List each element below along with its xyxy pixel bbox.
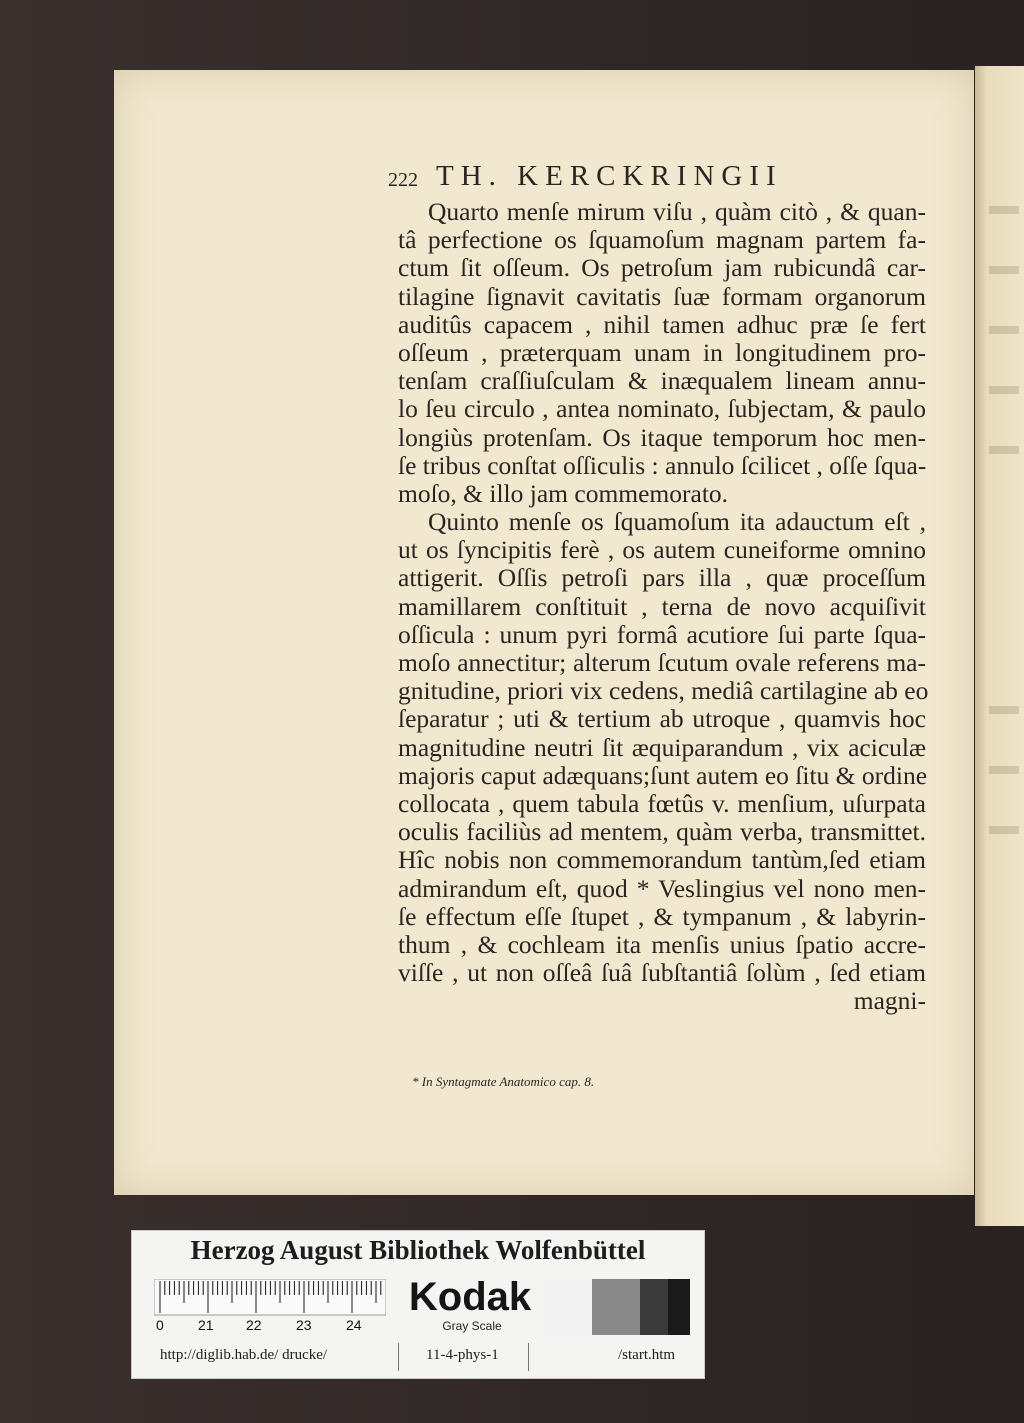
text-line: collocata , quem tabula fœtûs v. menſium, uſurpata [398, 788, 926, 818]
text-line: ut os ſyncipitis ferè , os autem cuneiforme omnino [398, 535, 926, 565]
gray-patch-light [544, 1279, 592, 1335]
text-line: oculis faciliùs ad mentem, quàm verba, transmittet. [398, 817, 926, 847]
text-line: oſſeum , præterquam unam in longitudinem pro- [398, 337, 926, 367]
url-middle: 11-4-phys-1 [426, 1347, 499, 1363]
running-title: TH. KERCKRINGII [436, 160, 783, 192]
text-line: admirandum eſt, quod * Veslingius vel nono men- [398, 873, 926, 903]
gray-scale-label: Gray Scale [442, 1319, 502, 1333]
text-line: tenſam craſſiuſculam & inæqualem lineam annu- [398, 366, 926, 396]
url-divider [528, 1343, 529, 1371]
kodak-logo: Kodak [408, 1275, 532, 1319]
library-name: Herzog August Bibliothek Wolfenbüttel [190, 1235, 646, 1265]
url-left: http://diglib.hab.de/ drucke/ [160, 1347, 328, 1363]
text-line: moſo, & illo jam commemorato. [398, 478, 729, 508]
text-line: attigerit. Oſſis petroſi pars illa , quæ proceſſum [398, 563, 926, 593]
adjacent-page-edge [975, 66, 1024, 1226]
url-right: /start.htm [618, 1347, 676, 1363]
text-line: thum , & cochleam ita menſis unius ſpatio accre- [398, 929, 926, 959]
text-line: lo ſeu circulo , antea nominato, ſubjectam, & paulo [398, 394, 926, 424]
text-line: moſo annectitur; alterum ſcutum ovale referens ma- [398, 648, 926, 677]
text-line: mamillarem conſtituit , terna de novo acquiſivit [398, 591, 926, 621]
text-line: tâ perfectione os ſquamoſum magnam partem fa- [398, 225, 926, 255]
text-line: gnitudine, priori vix cedens, mediâ cartilagine ab eo [398, 676, 929, 706]
gray-patch-mid [592, 1279, 640, 1335]
text-line: ctum ſit oſſeum. Os petroſum jam rubicundâ car- [398, 253, 926, 283]
body-text [398, 197, 929, 1016]
running-head [388, 160, 858, 192]
color-target-card [131, 1230, 705, 1379]
text-line: tilagine ſignavit cavitatis ſuæ formam organorum [398, 281, 926, 311]
page-number: 222 [388, 169, 418, 191]
url-divider [398, 1343, 399, 1371]
text-line: magni- [853, 986, 926, 1016]
text-line: ſe tribus conſtat oſſiculis : annulo ſcilicet , oſſe ſqua- [398, 450, 927, 480]
footnote: * In Syntagmate Anatomico cap. 8. [412, 1074, 595, 1089]
text-line: magnitudine neutri ſit æquiparandum , vix aciculæ [398, 732, 926, 762]
text-line: Quarto menſe mirum viſu , quàm citò , & quan- [428, 197, 926, 226]
gray-patch-black [668, 1279, 690, 1335]
gray-patch-dark [640, 1279, 668, 1335]
text-line: longiùs protenſam. Os itaque temporum hoc men- [398, 422, 926, 452]
ruler-label: 24 [346, 1317, 362, 1333]
ruler-label: 23 [296, 1317, 312, 1333]
ruler-label: 22 [246, 1317, 262, 1333]
ruler-label: 21 [198, 1317, 214, 1333]
text-line: oſſicula : unum pyri formâ acutiore ſui parte ſqua- [398, 619, 926, 649]
text-line: majoris caput adæquans;ſunt autem eo ſitu & ordine [398, 760, 928, 790]
ruler-label: 0 [156, 1317, 164, 1333]
text-line: ſeparatur ; uti & tertium ab utroque , quamvis hoc [398, 704, 926, 734]
text-line: Hîc nobis non commemorandum tantùm,ſed etiam [398, 845, 926, 875]
text-line: Quinto menſe os ſquamoſum ita adauctum eſt , [428, 507, 926, 537]
text-line: viſſe , ut non oſſeâ ſuâ ſubſtantiâ ſolùm , ſed etiam [398, 958, 926, 988]
text-line: auditûs capacem , nihil tamen adhuc præ ſe fert [398, 309, 926, 339]
text-line: ſe effectum eſſe ſtupet , & tympanum , & labyrin- [398, 901, 926, 931]
